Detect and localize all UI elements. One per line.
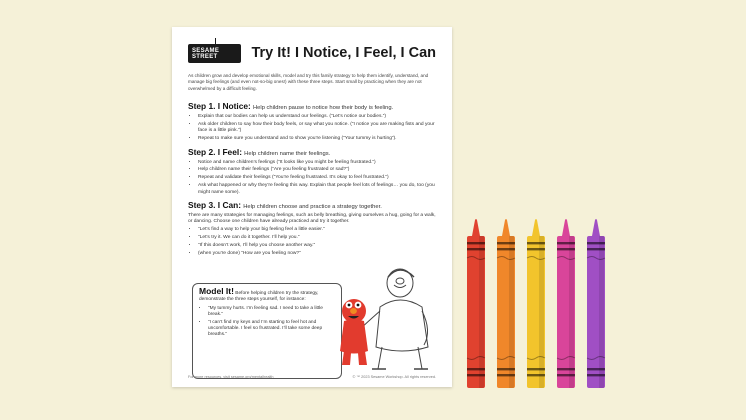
yellow-crayon-icon (527, 219, 545, 388)
sesame-street-logo: SESAME STREET (188, 44, 241, 63)
step-1-list (188, 114, 436, 142)
model-it-box (192, 283, 342, 379)
worksheet-header (188, 41, 436, 65)
list-item: • “If this doesn’t work, I’ll help you choose another way.” (198, 243, 348, 249)
list-item: • “Let’s try it. We can do it together. I’ll help you.” (198, 235, 348, 241)
step-1-heading: Step 1. I Notice: Help children pause to notice how their body is feeling. (188, 101, 394, 112)
intro-paragraph: As children grow and develop emotional skills, model and try this family strategy to help them identify, understand, and manage big feelings (and even not-so-big ones!) with these three steps. Start small by practicing when they are not overwhelmed by a difficult feeling. (188, 73, 429, 91)
step-3-list (188, 227, 348, 257)
magenta-crayon-icon (557, 219, 575, 388)
worksheet-title: Try It! I Notice, I Feel, I Can (251, 45, 436, 61)
crayons-group (462, 210, 612, 392)
list-item: • Ask older children to say how their body feels, or say what you notice. (“I notice you are making fists and your face is a little pink.”) (198, 122, 436, 135)
list-item: • Ask what happened or why they’re feeling this way. Explain that people feel lots of feelings… you do, too (you might name some). (198, 183, 436, 196)
list-item: • Notice and name children’s feelings (“It looks like you might be feeling frustrated.”) (198, 160, 436, 166)
worksheet-page (172, 27, 452, 387)
step-2-list (188, 160, 436, 196)
list-item: • (when you’re done) “How are you feeling now?” (198, 251, 348, 257)
model-it-list (199, 306, 335, 338)
list-item: • Help children name their feelings (“Are you feeling frustrated or sad?”) (198, 167, 436, 173)
purple-crayon-icon (587, 219, 605, 388)
model-it-intro: Model It! Before helping children try the strategy, demonstrate the three steps yourself, for instance: (199, 286, 319, 302)
worksheet-footer: For more resources, visit sesame.org/mentalhealth © ™ 2023 Sesame Workshop. All rights reserved. (188, 375, 436, 379)
orange-crayon-icon (497, 219, 515, 388)
list-item: • “Let’s find a way to help your big feeling feel a little easier.” (198, 227, 348, 233)
step-2-heading: Step 2. I Feel: Help children name their feelings. (188, 146, 331, 157)
list-item: • Repeat and validate their feelings (“You’re feeling frustrated. It’s okay to feel frustrated.”) (198, 175, 436, 181)
step-3-paragraph: There are many strategies for managing feelings, such as belly breathing, giving ourselves a hug, going for a walk, or dancing. Choose one children have already practiced and try it together. (188, 212, 436, 225)
list-item: • “My tummy hurts. I’m feeling sad. I need to take a little break.” (208, 306, 335, 318)
red-crayon-icon (467, 219, 485, 388)
elmo-and-adult-illustration (322, 255, 442, 373)
list-item: • “I can’t find my keys and I’m starting to feel hot and uncomfortable. I feel so frustrated. I’ll take some deep breaths.” (208, 320, 335, 338)
list-item: • Repeat to make sure you understand and to show you’re listening (“Your tummy is hurting”). (198, 136, 436, 142)
list-item: • Explain that our bodies can help us understand our feelings. (“Let’s notice our bodies.”) (198, 114, 436, 120)
step-3-heading: Step 3. I Can: Help children choose and practice a strategy together. (188, 199, 382, 210)
